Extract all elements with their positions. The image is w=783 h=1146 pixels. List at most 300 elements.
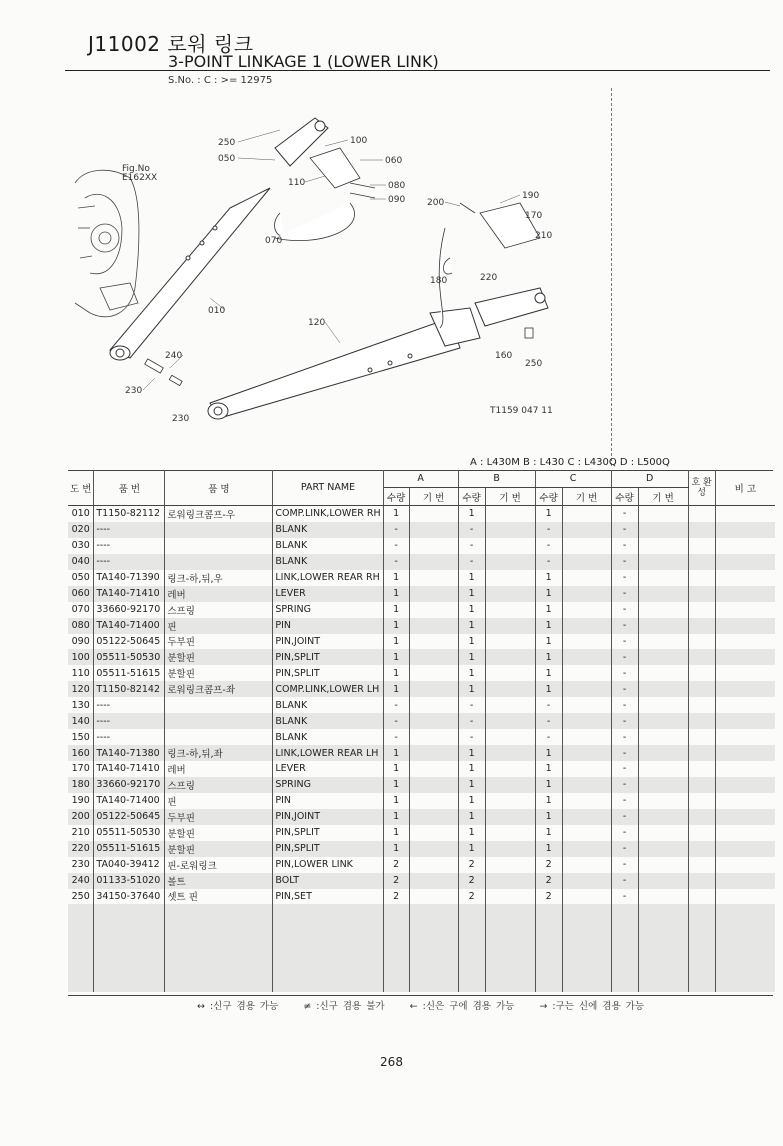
callout-250-bottom: 250: [525, 359, 543, 369]
cell-empty: [409, 570, 458, 586]
cell-part: 05122-50645: [94, 634, 165, 650]
cell-empty: [688, 586, 715, 602]
cell-empty: [638, 538, 688, 554]
cell-part: 05511-50530: [94, 825, 165, 841]
cell-empty: [409, 681, 458, 697]
cell-no: 010: [68, 506, 94, 522]
cell-empty: [715, 649, 775, 665]
cell-empty: [409, 777, 458, 793]
cell-empty: [409, 554, 458, 570]
cell-empty: [715, 713, 775, 729]
divider-dashed: [611, 88, 612, 466]
header-b: B: [458, 470, 535, 488]
cell-empty: [715, 825, 775, 841]
table-row: [68, 522, 775, 538]
cell-a: 1: [383, 793, 409, 809]
cell-empty: [715, 777, 775, 793]
cell-empty: [715, 857, 775, 873]
cell-empty: [562, 904, 611, 992]
callout-070: 070: [265, 236, 283, 246]
cell-b: 2: [458, 857, 485, 873]
cell-c: 1: [535, 649, 562, 665]
cell-empty: [409, 634, 458, 650]
cell-c: 1: [535, 665, 562, 681]
cell-no: 030: [68, 538, 94, 554]
cell-name: LEVER: [273, 586, 383, 602]
cell-empty: [688, 793, 715, 809]
fig-label-2: E162XX: [122, 173, 158, 183]
cell-kr: 분할핀: [165, 649, 273, 665]
cell-d: -: [611, 665, 638, 681]
cell-empty: [535, 904, 562, 992]
cell-empty: [562, 857, 611, 873]
cell-b: 1: [458, 777, 485, 793]
header-qty: 수량: [535, 488, 562, 506]
cell-empty: [562, 522, 611, 538]
cell-empty: [562, 538, 611, 554]
parts-table: [68, 470, 775, 992]
cell-empty: [562, 554, 611, 570]
cell-empty: [485, 586, 535, 602]
table-row: [68, 681, 775, 697]
exploded-diagram: [70, 88, 610, 468]
cell-name: PIN: [273, 618, 383, 634]
callout-250-top: 250: [218, 138, 236, 148]
cell-d: -: [611, 602, 638, 618]
cell-d: -: [611, 857, 638, 873]
cell-empty: [638, 634, 688, 650]
header-c: C: [535, 470, 611, 488]
parts-table-body: [68, 506, 775, 993]
cell-empty: [409, 873, 458, 889]
legend-item: ≠ :신구 겸용 불가: [303, 1001, 385, 1012]
cell-empty: [409, 729, 458, 745]
cell-empty: [715, 809, 775, 825]
cell-a: -: [383, 697, 409, 713]
cell-empty: [688, 522, 715, 538]
cell-kr: 스프링: [165, 777, 273, 793]
cell-c: 2: [535, 857, 562, 873]
cell-empty: [562, 761, 611, 777]
cell-no: 060: [68, 586, 94, 602]
cell-part: 34150-37640: [94, 889, 165, 905]
cell-name: COMP.LINK,LOWER RH: [273, 506, 383, 522]
cell-a: -: [383, 554, 409, 570]
cell-part: TA140-71380: [94, 745, 165, 761]
cell-empty: [715, 729, 775, 745]
table-row: [68, 809, 775, 825]
cell-name: PIN,SPLIT: [273, 649, 383, 665]
cell-empty: [562, 602, 611, 618]
cell-no: 120: [68, 681, 94, 697]
cell-empty: [562, 825, 611, 841]
cell-no: 180: [68, 777, 94, 793]
serial-number: S.No. : C : >= 12975: [168, 75, 273, 86]
callout-090: 090: [388, 195, 406, 205]
cell-empty: [688, 857, 715, 873]
cell-a: 1: [383, 665, 409, 681]
cell-empty: [485, 602, 535, 618]
cell-b: 1: [458, 649, 485, 665]
cell-empty: [562, 745, 611, 761]
cell-a: 1: [383, 809, 409, 825]
cell-kr: [165, 729, 273, 745]
cell-name: SPRING: [273, 602, 383, 618]
cell-name: PIN,LOWER LINK: [273, 857, 383, 873]
cell-empty: [715, 697, 775, 713]
cell-part: TA040-39412: [94, 857, 165, 873]
cell-empty: [409, 665, 458, 681]
cell-d: -: [611, 570, 638, 586]
cell-empty: [409, 697, 458, 713]
cell-empty: [688, 729, 715, 745]
table-row: [68, 889, 775, 905]
page-title: J11002 로워 링크: [88, 32, 254, 56]
cell-c: 1: [535, 825, 562, 841]
cell-b: 1: [458, 586, 485, 602]
table-row: [68, 618, 775, 634]
cell-a: -: [383, 538, 409, 554]
cell-empty: [688, 634, 715, 650]
callout-180: 180: [430, 276, 448, 286]
cell-kr: 두부핀: [165, 634, 273, 650]
cell-empty: [562, 841, 611, 857]
cell-a: -: [383, 713, 409, 729]
header-qty: 수량: [458, 488, 485, 506]
table-row: [68, 634, 775, 650]
cell-empty: [273, 904, 383, 992]
cell-empty: [638, 586, 688, 602]
header-compat: 호 환 성: [688, 470, 715, 506]
cell-d: -: [611, 745, 638, 761]
table-row: [68, 857, 775, 873]
cell-a: 1: [383, 777, 409, 793]
cell-no: 250: [68, 889, 94, 905]
cell-empty: [638, 873, 688, 889]
cell-empty: [638, 825, 688, 841]
cell-d: -: [611, 649, 638, 665]
cell-c: -: [535, 713, 562, 729]
cell-name: LINK,LOWER REAR LH: [273, 745, 383, 761]
cell-empty: [485, 904, 535, 992]
cell-empty: [409, 904, 458, 992]
cell-empty: [715, 522, 775, 538]
header-base: 기 번: [409, 488, 458, 506]
cell-c: 1: [535, 618, 562, 634]
cell-a: 1: [383, 681, 409, 697]
cell-empty: [562, 793, 611, 809]
cell-empty: [485, 777, 535, 793]
cell-empty: [688, 745, 715, 761]
cell-empty: [485, 857, 535, 873]
cell-c: 1: [535, 745, 562, 761]
diagram-code: T1159 047 11: [490, 406, 553, 416]
cell-name: BLANK: [273, 554, 383, 570]
cell-kr: [165, 697, 273, 713]
cell-a: 2: [383, 857, 409, 873]
cell-name: BLANK: [273, 713, 383, 729]
cell-part: TA140-71390: [94, 570, 165, 586]
cell-name: PIN,JOINT: [273, 634, 383, 650]
cell-c: 1: [535, 586, 562, 602]
cell-empty: [485, 665, 535, 681]
table-row: [68, 761, 775, 777]
cell-empty: [409, 825, 458, 841]
table-row: [68, 602, 775, 618]
cell-empty: [562, 649, 611, 665]
cell-part: 05511-51615: [94, 665, 165, 681]
cell-a: 1: [383, 841, 409, 857]
table-row: [68, 793, 775, 809]
cell-b: 1: [458, 570, 485, 586]
cell-empty: [688, 570, 715, 586]
cell-part: TA140-71400: [94, 793, 165, 809]
cell-d: -: [611, 729, 638, 745]
model-legend: A : L430M B : L430 C : L430Q D : L500Q: [470, 457, 670, 468]
cell-no: 240: [68, 873, 94, 889]
cell-d: -: [611, 697, 638, 713]
cell-a: 1: [383, 634, 409, 650]
table-row: [68, 841, 775, 857]
cell-c: 1: [535, 809, 562, 825]
cell-empty: [94, 904, 165, 992]
cell-kr: 레버: [165, 761, 273, 777]
cell-empty: [485, 793, 535, 809]
cell-kr: 로워링크콤프-우: [165, 506, 273, 522]
cell-empty: [638, 904, 688, 992]
cell-b: 1: [458, 618, 485, 634]
cell-empty: [688, 506, 715, 522]
cell-empty: [383, 904, 409, 992]
cell-a: 2: [383, 873, 409, 889]
cell-empty: [638, 618, 688, 634]
cell-empty: [485, 634, 535, 650]
cell-no: 210: [68, 825, 94, 841]
cell-no: 070: [68, 602, 94, 618]
cell-empty: [409, 793, 458, 809]
cell-kr: 분할핀: [165, 825, 273, 841]
cell-kr: 분할핀: [165, 665, 273, 681]
cell-empty: [562, 697, 611, 713]
cell-name: BLANK: [273, 697, 383, 713]
cell-part: ----: [94, 538, 165, 554]
cell-part: ----: [94, 522, 165, 538]
cell-empty: [715, 602, 775, 618]
header-part-name: PART NAME: [273, 470, 383, 506]
cell-empty: [485, 697, 535, 713]
cell-d: -: [611, 634, 638, 650]
cell-kr: 링크-하,뒤,우: [165, 570, 273, 586]
cell-empty: [562, 777, 611, 793]
cell-empty: [638, 713, 688, 729]
cell-empty: [715, 841, 775, 857]
cell-c: 1: [535, 681, 562, 697]
callout-060: 060: [385, 156, 403, 166]
cell-d: -: [611, 713, 638, 729]
cell-empty: [485, 841, 535, 857]
cell-empty: [688, 761, 715, 777]
table-row: [68, 506, 775, 522]
table-row: [68, 713, 775, 729]
callout-050: 050: [218, 154, 236, 164]
cell-empty: [715, 538, 775, 554]
table-row: [68, 825, 775, 841]
cell-empty: [409, 809, 458, 825]
cell-name: BLANK: [273, 729, 383, 745]
cell-c: -: [535, 554, 562, 570]
cell-a: 1: [383, 506, 409, 522]
cell-kr: 셋트 핀: [165, 889, 273, 905]
cell-name: LEVER: [273, 761, 383, 777]
cell-b: 1: [458, 825, 485, 841]
cell-empty: [409, 522, 458, 538]
cell-empty: [562, 665, 611, 681]
cell-empty: [638, 649, 688, 665]
compat-legend: [68, 998, 773, 1012]
cell-b: 1: [458, 634, 485, 650]
cell-b: 1: [458, 841, 485, 857]
header-base: 기 번: [562, 488, 611, 506]
cell-c: -: [535, 729, 562, 745]
cell-empty: [715, 761, 775, 777]
cell-d: -: [611, 506, 638, 522]
cell-no: 130: [68, 697, 94, 713]
table-row: [68, 649, 775, 665]
callout-220: 220: [480, 273, 498, 283]
table-row: [68, 538, 775, 554]
cell-kr: 레버: [165, 586, 273, 602]
cell-d: -: [611, 825, 638, 841]
cell-a: 1: [383, 825, 409, 841]
cell-c: 1: [535, 634, 562, 650]
cell-c: -: [535, 538, 562, 554]
cell-part: 05122-50645: [94, 809, 165, 825]
cell-part: TA140-71410: [94, 761, 165, 777]
cell-part: T1150-82112: [94, 506, 165, 522]
callout-240: 240: [165, 351, 183, 361]
cell-empty: [638, 602, 688, 618]
cell-part: 33660-92170: [94, 602, 165, 618]
table-row: [68, 745, 775, 761]
header-qty: 수량: [383, 488, 409, 506]
cell-no: 110: [68, 665, 94, 681]
cell-empty: [688, 809, 715, 825]
cell-empty: [68, 904, 94, 992]
callout-200: 200: [427, 198, 445, 208]
cell-no: 230: [68, 857, 94, 873]
cell-empty: [409, 713, 458, 729]
cell-empty: [485, 538, 535, 554]
cell-empty: [715, 793, 775, 809]
cell-empty: [688, 665, 715, 681]
cell-empty: [638, 681, 688, 697]
cell-empty: [715, 873, 775, 889]
cell-no: 220: [68, 841, 94, 857]
header-no: 도 번: [68, 470, 94, 506]
cell-kr: 두부핀: [165, 809, 273, 825]
cell-c: -: [535, 697, 562, 713]
cell-no: 200: [68, 809, 94, 825]
cell-a: 1: [383, 602, 409, 618]
cell-empty: [638, 889, 688, 905]
cell-empty: [485, 873, 535, 889]
cell-part: 33660-92170: [94, 777, 165, 793]
cell-empty: [485, 649, 535, 665]
cell-empty: [638, 777, 688, 793]
cell-d: -: [611, 777, 638, 793]
cell-empty: [485, 554, 535, 570]
cell-name: PIN,SPLIT: [273, 841, 383, 857]
cell-empty: [409, 857, 458, 873]
cell-empty: [485, 713, 535, 729]
cell-empty: [562, 586, 611, 602]
cell-name: COMP.LINK,LOWER LH: [273, 681, 383, 697]
callout-010: 010: [208, 306, 226, 316]
table-row: [68, 570, 775, 586]
callout-100: 100: [350, 136, 368, 146]
cell-empty: [715, 681, 775, 697]
cell-b: 1: [458, 681, 485, 697]
cell-d: -: [611, 809, 638, 825]
cell-b: -: [458, 538, 485, 554]
cell-empty: [715, 586, 775, 602]
cell-no: 160: [68, 745, 94, 761]
cell-kr: 로워링크콤프-좌: [165, 681, 273, 697]
cell-empty: [409, 649, 458, 665]
cell-d: -: [611, 522, 638, 538]
cell-a: -: [383, 729, 409, 745]
cell-empty: [688, 904, 715, 992]
cell-c: 1: [535, 841, 562, 857]
cell-empty: [409, 618, 458, 634]
cell-name: PIN,SET: [273, 889, 383, 905]
cell-empty: [485, 825, 535, 841]
cell-empty: [485, 889, 535, 905]
cell-no: 170: [68, 761, 94, 777]
cell-empty: [688, 602, 715, 618]
header-a: A: [383, 470, 458, 488]
cell-a: 1: [383, 570, 409, 586]
cell-empty: [638, 522, 688, 538]
cell-empty: [458, 904, 485, 992]
cell-empty: [409, 761, 458, 777]
cell-no: 090: [68, 634, 94, 650]
cell-empty: [715, 618, 775, 634]
cell-name: LINK,LOWER REAR RH: [273, 570, 383, 586]
cell-empty: [562, 729, 611, 745]
cell-empty: [688, 777, 715, 793]
cell-empty: [638, 745, 688, 761]
cell-empty: [715, 570, 775, 586]
callout-160: 160: [495, 351, 513, 361]
cell-empty: [485, 745, 535, 761]
callout-210: 210: [535, 231, 553, 241]
cell-empty: [409, 745, 458, 761]
cell-part: TA140-71410: [94, 586, 165, 602]
cell-no: 150: [68, 729, 94, 745]
cell-part: ----: [94, 729, 165, 745]
cell-no: 100: [68, 649, 94, 665]
table-row: [68, 665, 775, 681]
cell-no: 140: [68, 713, 94, 729]
cell-part: ----: [94, 713, 165, 729]
title-rule: [65, 70, 770, 71]
cell-empty: [485, 522, 535, 538]
cell-part: 05511-50530: [94, 649, 165, 665]
cell-c: 2: [535, 889, 562, 905]
cell-empty: [638, 857, 688, 873]
cell-d: -: [611, 618, 638, 634]
